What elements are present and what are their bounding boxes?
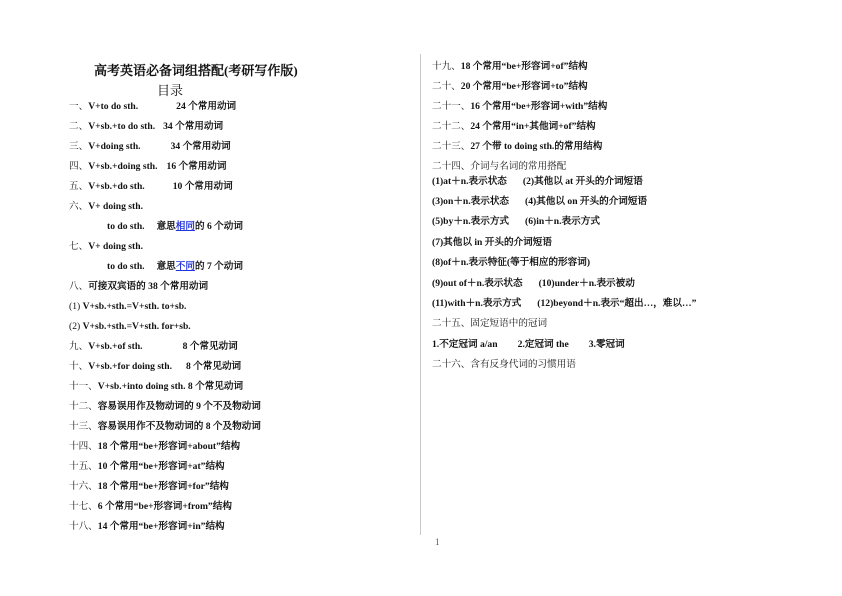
toc-item-24-7: (11)with＋n.表示方式 (12)beyond＋n.表示“超出…，难以…” [432,298,697,309]
toc-item-26: 二十六、含有反身代词的习惯用语 [432,359,576,370]
toc-item-24-1: (1)at＋n.表示状态 (2)其他以 at 开头的介词短语 [432,176,643,187]
toc-item-8-1: (1) V+sb.+sth.=V+sth. to+sb. [69,301,187,312]
toc-item-9: 九、V+sb.+of sth. 8 个常见动词 [69,341,238,352]
page-number: 1 [435,537,440,547]
toc-heading: 目录 [157,83,184,98]
toc-item-16: 十六、18 个常用“be+形容词+for”结构 [69,481,229,492]
toc-item-24-3: (5)by＋n.表示方式 (6)in＋n.表示方式 [432,216,600,227]
toc-item-20: 二十、20 个常用“be+形容词+to”结构 [432,81,588,92]
toc-item-11: 十一、V+sb.+into doing sth. 8 个常见动词 [69,381,244,392]
toc-item-24-2: (3)on＋n.表示状态 (4)其他以 on 开头的介词短语 [432,196,648,207]
toc-item-24-6: (9)out of＋n.表示状态 (10)under＋n.表示被动 [432,278,635,289]
toc-item-24-5: (8)of＋n.表示特征(等于相应的形容词) [432,257,591,268]
toc-item-24: 二十四、介词与名词的常用搭配 [432,161,567,172]
toc-item-25: 二十五、固定短语中的冠词 [432,318,548,329]
toc-item-21: 二十一、16 个常用“be+形容词+with”结构 [432,101,608,112]
link-different[interactable]: 不同 [175,261,195,272]
toc-item-1: 一、V+to do sth. 24 个常用动词 [69,101,237,112]
toc-item-3: 三、V+doing sth. 34 个常用动词 [69,141,231,152]
toc-item-22: 二十二、24 个常用“in+其他词+of”结构 [432,121,596,132]
document-title: 高考英语必备词组搭配(考研写作版) [94,63,298,78]
toc-item-8-2: (2) V+sb.+sth.=V+sth. for+sb. [69,321,191,332]
toc-item-24-4: (7)其他以 in 开头的介词短语 [432,237,552,248]
toc-item-15: 十五、10 个常用“be+形容词+at”结构 [69,461,225,472]
link-same[interactable]: 相同 [175,221,195,232]
toc-item-14: 十四、18 个常用“be+形容词+about”结构 [69,441,241,452]
toc-item-7-sub: to do sth. 意思不同的 7 个动词 [107,261,243,272]
column-divider [420,54,421,535]
toc-item-12: 十二、容易误用作及物动词的 9 个不及物动词 [69,401,261,412]
toc-item-17: 十七、6 个常用“be+形容词+from”结构 [69,501,232,512]
toc-item-13: 十三、容易误用作不及物动词的 8 个及物动词 [69,421,261,432]
toc-item-18: 十八、14 个常用“be+形容词+in”结构 [69,521,225,532]
toc-item-10: 十、V+sb.+for doing sth. 8 个常见动词 [69,361,242,372]
toc-item-7: 七、V+ doing sth. [69,241,143,252]
toc-item-2: 二、V+sb.+to do sth. 34 个常用动词 [69,121,224,132]
toc-item-4: 四、V+sb.+doing sth. 16 个常用动词 [69,161,227,172]
toc-item-8: 八、可接双宾语的 38 个常用动词 [69,281,209,292]
toc-item-6: 六、V+ doing sth. [69,201,143,212]
toc-item-6-sub: to do sth. 意思相同的 6 个动词 [107,221,243,232]
toc-item-19: 十九、18 个常用“be+形容词+of”结构 [432,61,588,72]
toc-item-23: 二十三、27 个带 to doing sth.的常用结构 [432,141,603,152]
toc-item-25-sub: 1.不定冠词 a/an 2.定冠词 the 3.零冠词 [432,339,625,350]
toc-item-5: 五、V+sb.+do sth. 10 个常用动词 [69,181,233,192]
